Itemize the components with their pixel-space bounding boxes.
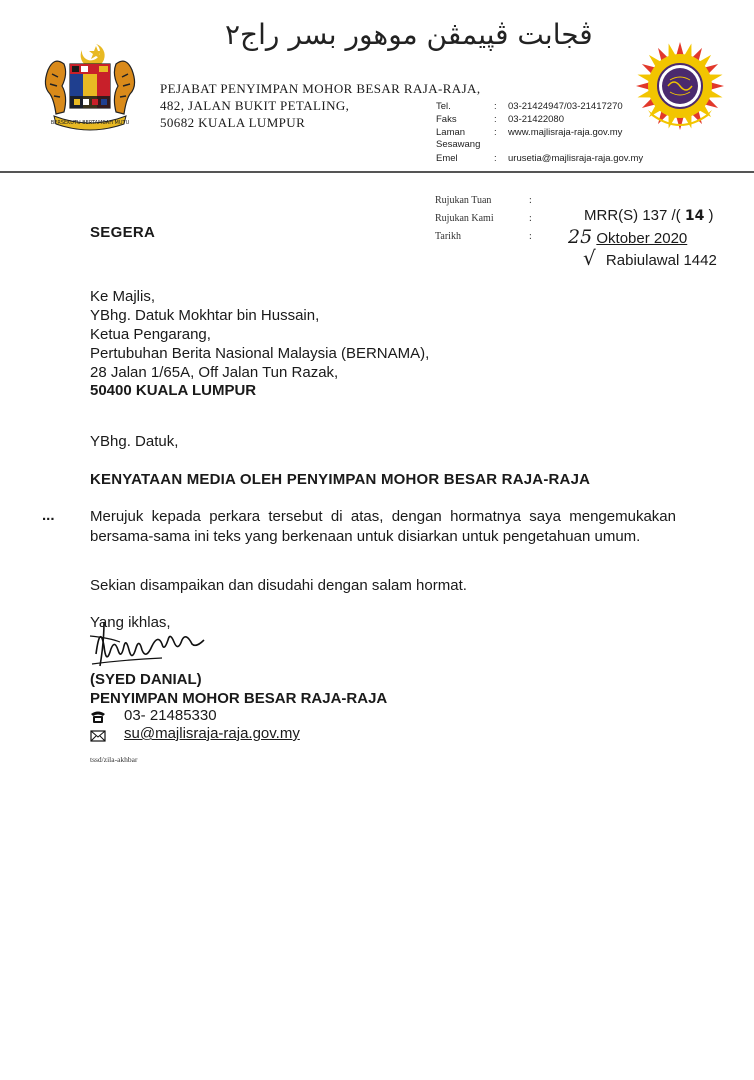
ref-colon: : — [529, 213, 532, 224]
contact-colon: : — [494, 101, 497, 112]
office-city-line: 50682 KUALA LUMPUR — [160, 115, 306, 130]
date-month-year: Oktober 2020 — [596, 230, 688, 247]
recipient-line: Pertubuhan Berita Nasional Malaysia (BERNAMA), — [90, 345, 430, 362]
recipient-line: Ketua Pengarang, — [90, 326, 211, 343]
ref-label: Rujukan Kami — [435, 213, 494, 224]
body-paragraph: Merujuk kepada perkara tersebut di atas, dengan hormatnya saya mengemukakan bersama-sama ini teks yang berkenaan untuk disiarkan untuk pengetahuan umum. — [90, 508, 676, 545]
contact-value[interactable]: www.majlisraja-raja.gov.my — [508, 127, 623, 138]
header-divider — [0, 171, 754, 173]
ref-label: Tarikh — [435, 231, 461, 242]
file-reference: tssd/zila-akhbar — [90, 755, 138, 764]
left-tiger — [45, 61, 65, 114]
right-tiger — [114, 61, 134, 114]
phone-icon — [90, 710, 106, 724]
signatory-title: PENYIMPAN MOHOR BESAR RAJA-RAJA — [90, 690, 388, 707]
contact-label: Faks — [436, 114, 457, 125]
contact-label: Tel. — [436, 101, 451, 112]
ref-colon: : — [529, 231, 532, 242]
contact-label: Emel — [436, 153, 458, 164]
signatory-name: (SYED DANIAL) — [90, 671, 202, 688]
body-paragraph: Sekian disampaikan dan disudahi dengan salam hormat. — [90, 577, 467, 594]
svg-text:BERSEKUTU BERTAMBAH MUTU: BERSEKUTU BERTAMBAH MUTU — [50, 120, 130, 126]
recipient-city: 50400 KUALA LUMPUR — [90, 382, 257, 399]
hijri-date — [583, 246, 717, 270]
urgent-label: SEGERA — [90, 224, 156, 241]
office-name-line: PEJABAT PENYIMPAN MOHOR BESAR RAJA-RAJA, — [160, 81, 481, 96]
letter-subject: KENYATAAN MEDIA OLEH PENYIMPAN MOHOR BESAR RAJA-RAJA — [90, 471, 591, 488]
ref-suffix: ) — [708, 207, 714, 224]
ref-prefix: MRR(S) 137 /( — [584, 207, 681, 224]
date-handwritten-day: 25 — [568, 226, 593, 248]
office-street-line: 482, JALAN BUKIT PETALING, — [160, 98, 350, 113]
contact-value: 03-21422080 — [508, 114, 564, 125]
ref-handwritten-number: 14 — [684, 208, 705, 224]
contact-colon: : — [494, 153, 497, 164]
contact-colon: : — [494, 114, 497, 125]
contact-value[interactable]: urusetia@majlisraja-raja.gov.my — [508, 153, 644, 164]
closing: Yang ikhlas, — [90, 614, 171, 631]
signatory-phone: 03- 21485330 — [124, 707, 217, 724]
recipient-line: 28 Jalan 1/65A, Off Jalan Tun Razak, — [90, 364, 339, 381]
jawi-office-title: ڤجابت ڤپيمڤن موهور بسر راج٢ — [225, 18, 593, 51]
office-address — [160, 80, 480, 131]
envelope-icon — [90, 729, 106, 743]
coat-of-arms-icon — [40, 40, 140, 135]
handwritten-signature — [86, 614, 226, 676]
margin-mark: ... — [42, 507, 55, 524]
contact-label: Laman Sesawang — [436, 127, 481, 150]
contact-colon: : — [494, 127, 497, 138]
our-reference-number — [584, 207, 714, 224]
letter-date — [568, 226, 687, 248]
hijri-month-year: Rabiulawal 1442 — [605, 252, 717, 269]
recipient-line: YBhg. Datuk Mokhtar bin Hussain, — [90, 307, 320, 324]
contact-value: 03-21424947/03-21417270 — [508, 101, 623, 112]
signatory-email[interactable]: su@majlisraja-raja.gov.my — [124, 725, 300, 742]
checkmark-icon: √ — [583, 246, 596, 270]
recipient-line: Ke Majlis, — [90, 288, 156, 305]
ref-label: Rujukan Tuan — [435, 195, 492, 206]
ref-colon: : — [529, 195, 532, 206]
royal-seal-icon — [630, 40, 730, 132]
salutation: YBhg. Datuk, — [90, 433, 179, 450]
